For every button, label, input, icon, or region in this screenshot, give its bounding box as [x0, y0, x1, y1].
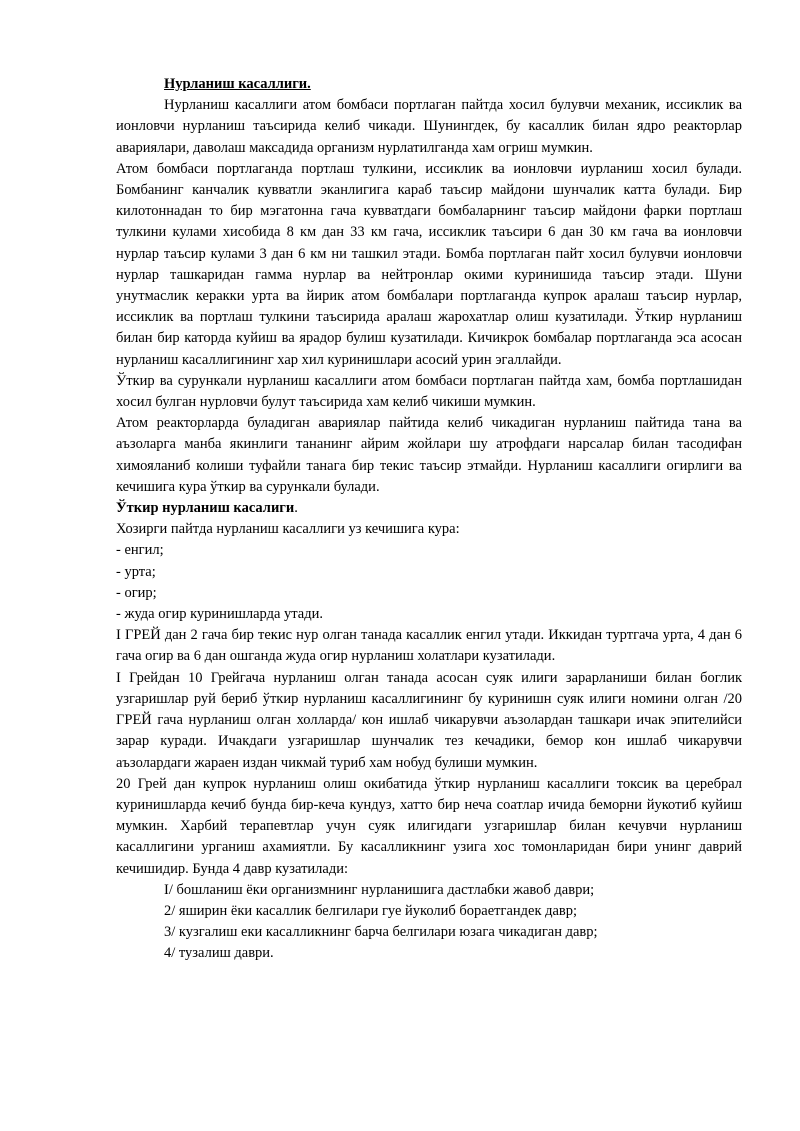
- list-item: - жуда огир куринишларда утади.: [116, 606, 323, 623]
- document-title: Нурланиш касаллиги.: [164, 76, 311, 92]
- subheading-text: Ўткир нурланиш касалиги: [116, 500, 295, 517]
- list-item: - урта;: [116, 563, 156, 580]
- stage-item: 2/ яширин ёки касаллик белгилари гуе йуколиб бораетгандек давр;: [164, 902, 578, 919]
- document-page: [116, 74, 742, 965]
- stage-item: 3/ кузгалиш еки касалликнинг барча белгилари юзага чикадиган давр;: [164, 924, 598, 941]
- stage-item: I/ бошланиш ёки организмнинг нурланишига дастлабки жавоб даври;: [164, 881, 595, 898]
- subheading: [116, 498, 742, 519]
- stage-item: 4/ тузалиш даври.: [164, 945, 274, 962]
- paragraph: Ўткир ва сурункали нурланиш касаллиги атом бомбаси портлаган пайтда хам, бомба портлашидан хосил булган нурловчи булут таъсирида хам келиб чикиши мумкин.: [116, 372, 742, 411]
- paragraph: 20 Грей дан купрок нурланиш олиш окибатида ўткир нурланиш касаллиги токсик ва церебрал куринишларда кечиб бунда бир-кеча кундуз, хатто бир неча соатлар ичида беморни йукотиб куйиш мумкин. Харбий терапевтлар учун суяк илигидаги узгаришлар билан кечувчи нурланиш касаллигини урганиш ахамиятли. Бу касалликнинг узига хос томонларидан бири унинг даврий кечишидир. Бунда 4 давр кузатилади:: [116, 775, 742, 877]
- list-item: - енгил;: [116, 542, 164, 559]
- list-item: - огир;: [116, 584, 157, 601]
- subheading-dot: .: [294, 500, 298, 517]
- intro-text: Хозирги пайтда нурланиш касаллиги уз кечишига кура:: [116, 521, 460, 538]
- paragraph: Атом реакторларда буладиган авариялар пайтида келиб чикадиган нурланиш пайтида тана ва аъзоларга манба якинлиги тананинг айрим жойлари шу атрофдаги нарсалар билан тасодифан химояланиб колиши туфайли танага бир текис таъсир этмайди. Нурланиш касаллиги огирлиги ва кечишига кура ўткир ва сурункали булади.: [116, 415, 742, 495]
- paragraph: I ГРЕЙ дан 2 гача бир текис нур олган танада касаллик енгил утади. Иккидан туртгача урта, 4 дан 6 гача огир ва 6 дан ошганда жуда огир нурланиш холатлари кузатилади.: [116, 627, 742, 665]
- paragraph: Атом бомбаси портлаганда портлаш тулкини, иссиклик ва ионловчи иурланиш хосил булади. Бомбанинг канчалик кувватли эканлигига караб таъсир майдони шунчалик катта булади. Бир килотоннадан то бир мэгатонна гача кувватдаги бомбаларнинг таъсир майдони фарки портлаш тулкини кулами хисобида 8 км дан 33 км гача, иссиклик таъсири 6 дан 30 км гача ва ионловчи нурлар таъсир кулами 3 дан 6 км ни ташкил этади. Бомба портлаган пайт хосил булувчи ионловчи нурлар ташкаридан гамма нурлар ва нейтронлар окими куринишида таъсир этади. Шуни унутмаслик керакки урта ва йирик атом бомбалари портлаганда купрок аралаш таъсир нурлар, иссиклик ва портлаш тулкини таъсирида аралаш жарохатлар олиш кузатилади. Ўткир нурланиш билан бир каторда куйиш ва ярадор булиш кузатилади. Кичикрок бомбалар портлаганда эса асосан нурланиш касаллигининг хар хил куринишлари асосий урин эгаллайди.: [116, 160, 742, 368]
- paragraph: Нурланиш касаллиги атом бомбаси портлаган пайтда хосил булувчи механик, иссиклик ва ионловчи нурланиш таъсирида келиб чикади. Шунингдек, бу касаллик билан ядро реакторлар авариялари, даволаш максадида организм нурлатилганда хам огриш мумкин.: [116, 97, 742, 156]
- paragraph: I Грейдан 10 Грейгача нурланиш олган танада асосан суяк илиги зарарланиши билан боглик узгаришлар руй бериб ўткир нурланиш касаллигининг бу куринишн суяк илиги номини олган /20 ГРЕЙ гача нурланиш олган холларда/ кон ишлаб чикарувчи аъзолардан ташкари ичак эпителийси зарар куради. Ичакдаги узгаришлар шунчалик тез кечадики, бемор кон ишлаб чикарувчи аъзолардаги жараен издан чикмай туриб хам нобуд булиши мумкин.: [116, 669, 742, 771]
